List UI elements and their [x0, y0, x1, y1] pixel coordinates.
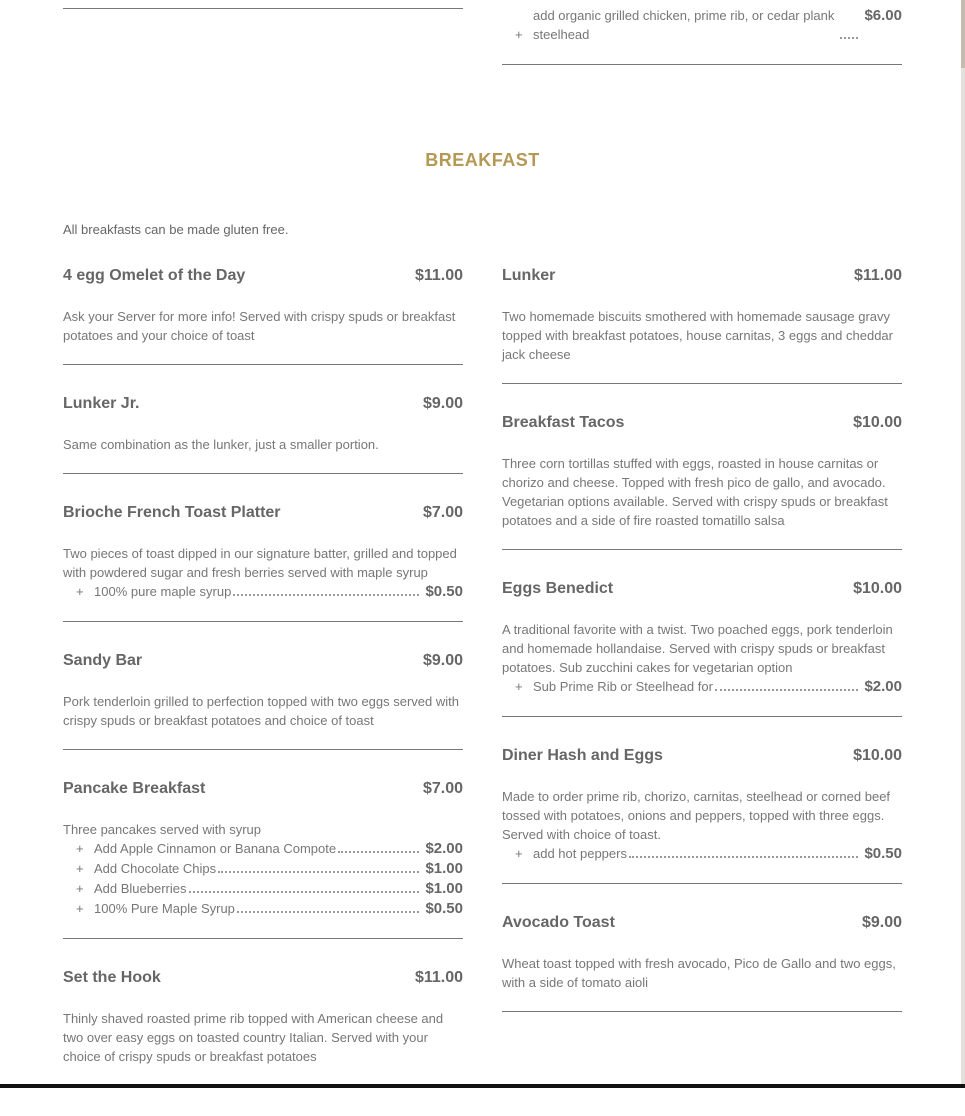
- addon-label: add organic grilled chicken, prime rib, or cedar plank steelhead: [533, 8, 835, 42]
- dot-leader: [237, 911, 420, 913]
- plus-icon: +: [515, 846, 523, 861]
- addon-price: $0.50: [864, 845, 902, 862]
- menu-item-description: Ask your Server for more info! Served with crispy spuds or breakfast potatoes and your choice of toast: [63, 309, 456, 343]
- menu-item-price: $11.00: [414, 969, 463, 986]
- dot-leader: [189, 891, 420, 893]
- menu-item-addon: [63, 582, 463, 601]
- menu-item-name: Lunker: [502, 267, 556, 284]
- menu-item-header: [63, 504, 463, 544]
- menu-item: [63, 267, 463, 365]
- menu-item-name: Sandy Bar: [63, 652, 143, 669]
- menu-item-description: Same combination as the lunker, just a smaller portion.: [63, 437, 379, 452]
- dot-leader: [218, 871, 419, 873]
- menu-column-left: [63, 267, 463, 1116]
- menu-item-description: Two homemade biscuits smothered with homemade sausage gravy topped with breakfast potatoes, house carnitas, 3 eggs and cheddar jack cheese: [502, 309, 893, 362]
- menu-item-header: [63, 395, 463, 435]
- dot-leader: [338, 851, 419, 853]
- addon-price: $6.00: [864, 7, 902, 24]
- addon-price: $2.00: [425, 840, 463, 857]
- plus-icon: +: [515, 679, 523, 694]
- menu-item-price: $7.00: [422, 780, 463, 797]
- menu-item-name: Pancake Breakfast: [63, 780, 206, 797]
- menu-item-description: Thinly shaved roasted prime rib topped with American cheese and two over easy eggs on toasted country Italian. Served with your choice of crispy spuds or breakfast potatoes: [63, 1011, 444, 1064]
- menu-item-price: $10.00: [853, 414, 902, 431]
- prev-item-addon: [502, 6, 902, 44]
- menu-item-description: Made to order prime rib, chorizo, carnitas, steelhead or corned beef tossed with potatoes, onions and peppers, topped with three eggs. Served with choice of toast.: [502, 789, 891, 842]
- section-note: All breakfasts can be made gluten free.: [63, 222, 289, 237]
- prev-section-right-item: [502, 0, 902, 65]
- addon-label: 100% pure maple syrup: [94, 584, 232, 599]
- addon-price: $0.50: [425, 583, 463, 600]
- menu-item: [63, 652, 463, 750]
- dot-leader: [629, 856, 858, 858]
- menu-column-right: [502, 267, 902, 1042]
- menu-item-description: Pork tenderloin grilled to perfection topped with two eggs served with crispy spuds or breakfast potatoes and choice of toast: [63, 694, 459, 728]
- menu-item-name: Diner Hash and Eggs: [502, 747, 663, 764]
- menu-item-header: [502, 580, 902, 620]
- prev-section-left-divider: [63, 8, 463, 9]
- menu-item: [63, 780, 463, 939]
- prev-item-divider: [502, 64, 902, 65]
- menu-item-header: [63, 267, 463, 307]
- menu-item-addon: [63, 859, 463, 878]
- menu-item: [502, 267, 902, 384]
- menu-item-description: Two pieces of toast dipped in our signature batter, grilled and topped with powdered sugar and fresh berries served with maple syrup: [63, 546, 457, 580]
- plus-icon: +: [76, 584, 84, 599]
- menu-item-description: Three corn tortillas stuffed with eggs, roasted in house carnitas or chorizo and cheese. Topped with fresh pico de gallo, and avocado. Vegetarian options available. Served with crispy spuds or breakfast potatoes and a side of fire roasted tomatillo salsa: [502, 456, 888, 528]
- dot-leader: [715, 689, 859, 691]
- window-bottom-edge: [0, 1084, 965, 1088]
- dot-leader: [233, 594, 419, 596]
- menu-item-header: [502, 267, 902, 307]
- menu-item-price: $11.00: [853, 267, 902, 284]
- menu-item-price: $9.00: [422, 652, 463, 669]
- addon-price: $1.00: [425, 880, 463, 897]
- menu-item-header: [502, 414, 902, 454]
- menu-item-name: Avocado Toast: [502, 914, 615, 931]
- addon-label: Sub Prime Rib or Steelhead for: [533, 679, 713, 694]
- scrollbar-thumb[interactable]: [961, 0, 965, 68]
- menu-item: [502, 914, 902, 1012]
- menu-item-addon: [63, 879, 463, 898]
- menu-item-name: Brioche French Toast Platter: [63, 504, 281, 521]
- menu-item-price: $7.00: [422, 504, 463, 521]
- menu-item-price: $10.00: [853, 747, 902, 764]
- menu-item-header: [502, 914, 902, 954]
- dot-leader: [840, 37, 858, 39]
- menu-item-price: $11.00: [414, 267, 463, 284]
- addon-price: $1.00: [425, 860, 463, 877]
- menu-item-addon: [63, 839, 463, 858]
- menu-item: [502, 580, 902, 717]
- addon-label: Add Blueberries: [94, 881, 187, 896]
- menu-item: [63, 969, 463, 1086]
- menu-item: [502, 747, 902, 884]
- menu-item-addon: [502, 677, 902, 696]
- menu-item-addon: [63, 899, 463, 918]
- menu-item-header: [63, 969, 463, 1009]
- menu-item: [63, 395, 463, 474]
- plus-icon: +: [76, 841, 84, 856]
- menu-item: [502, 414, 902, 550]
- section-title: BREAKFAST: [425, 150, 540, 170]
- prev-item-description: [502, 0, 902, 3]
- menu-item: [63, 504, 463, 622]
- menu-item-price: $10.00: [853, 580, 902, 597]
- addon-price: $0.50: [425, 900, 463, 917]
- menu-item-addon: [502, 844, 902, 863]
- plus-icon: +: [76, 901, 84, 916]
- addon-label: 100% Pure Maple Syrup: [94, 901, 235, 916]
- menu-item-name: 4 egg Omelet of the Day: [63, 267, 246, 284]
- menu-item-name: Lunker Jr.: [63, 395, 140, 412]
- plus-icon: +: [76, 881, 84, 896]
- menu-item-name: Eggs Benedict: [502, 580, 614, 597]
- menu-item-description: A traditional favorite with a twist. Two poached eggs, pork tenderloin and homemade hollandaise. Served with crispy spuds or breakfast potatoes. Sub zucchini cakes for vegetarian option: [502, 622, 893, 675]
- addon-label: Add Chocolate Chips: [94, 861, 217, 876]
- menu-item-header: [63, 652, 463, 692]
- menu-item-name: Breakfast Tacos: [502, 414, 625, 431]
- menu-item-description: Three pancakes served with syrup: [63, 822, 261, 837]
- menu-item-description: Wheat toast topped with fresh avocado, Pico de Gallo and two eggs, with a side of tomato aioli: [502, 956, 896, 990]
- menu-item-price: $9.00: [861, 914, 902, 931]
- addon-label: Add Apple Cinnamon or Banana Compote: [94, 841, 337, 856]
- menu-item-price: $9.00: [422, 395, 463, 412]
- plus-icon: +: [76, 861, 84, 876]
- scrollbar[interactable]: [961, 0, 965, 1088]
- plus-icon: +: [515, 27, 523, 42]
- addon-price: $2.00: [864, 678, 902, 695]
- menu-item-header: [63, 780, 463, 820]
- menu-item-header: [502, 747, 902, 787]
- addon-label: add hot peppers: [533, 846, 627, 861]
- menu-item-name: Set the Hook: [63, 969, 161, 986]
